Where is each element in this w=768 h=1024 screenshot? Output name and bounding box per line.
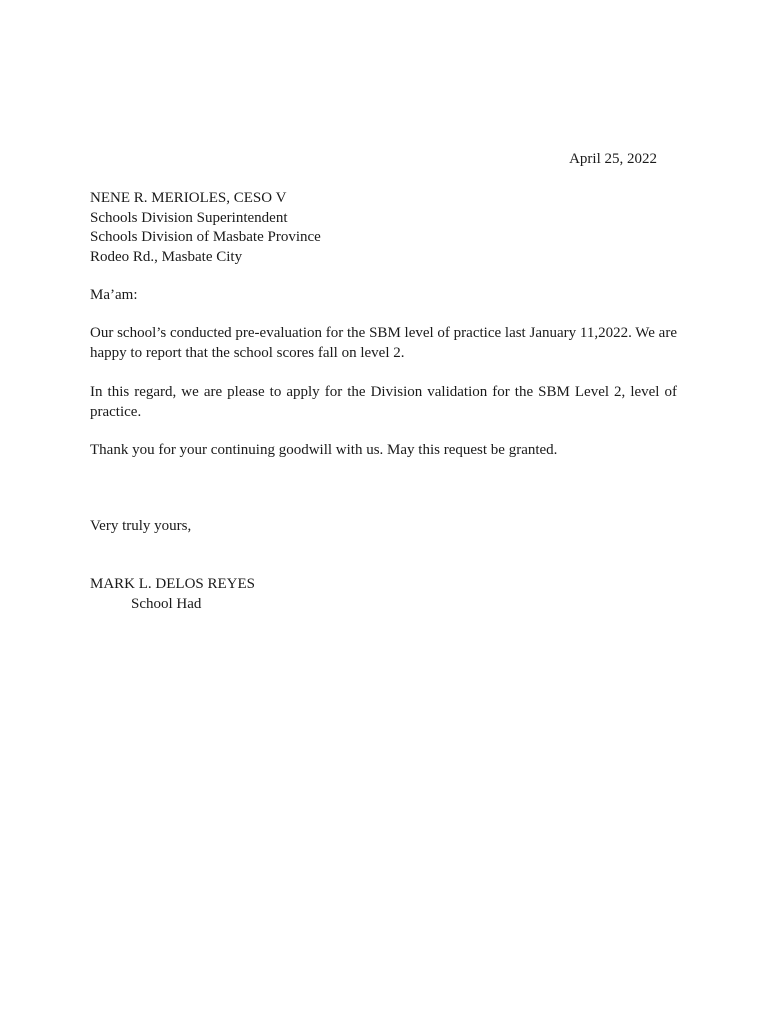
body-paragraph-3: Thank you for your continuing goodwill with us. May this request be granted. (90, 442, 558, 458)
recipient-office: Schools Division of Masbate Province (90, 229, 321, 245)
recipient-address: Rodeo Rd., Masbate City (90, 248, 243, 265)
letter-date: April 25, 2022 (569, 151, 657, 167)
signer-title: School Had (131, 596, 202, 612)
body-paragraph-2: In this regard, we are please to apply for the Division validation for the SBM Level 2, level of practice. (90, 384, 677, 420)
closing: Very truly yours, (90, 518, 192, 534)
recipient-position: Schools Division Superintendent (90, 209, 288, 226)
salutation: Ma’am: (90, 287, 138, 303)
recipient-name: NENE R. MERIOLES, CESO V (90, 190, 287, 206)
body-paragraph-1: Our school’s conducted pre-evaluation for the SBM level of practice last January 11,2022. We are happy to report that the school scores fall on level 2. (90, 325, 677, 361)
recipient-block (90, 189, 321, 267)
signer-name: MARK L. DELOS REYES (90, 576, 256, 592)
